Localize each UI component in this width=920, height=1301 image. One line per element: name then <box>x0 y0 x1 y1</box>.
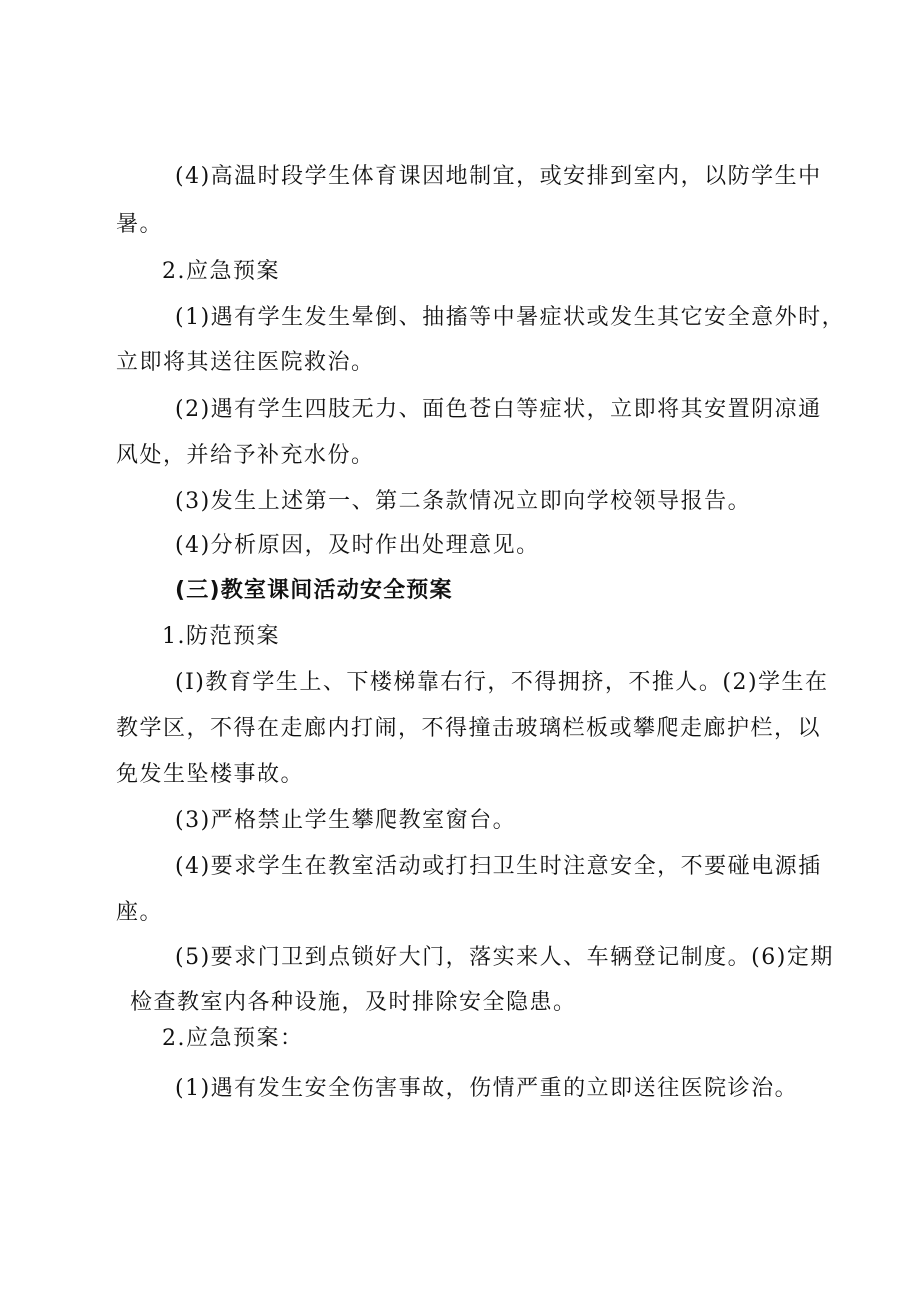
section-heading: 2.应急预案 <box>162 259 280 284</box>
paragraph-line: (5)要求门卫到点锁好大门，落实来人、车辆登记制度。(6)定期 <box>175 945 834 970</box>
section-heading-bold: (三)教室课间活动安全预案 <box>175 578 453 603</box>
paragraph-line: 免发生坠楼事故。 <box>116 762 305 787</box>
paragraph-line: 教学区，不得在走廊内打闹，不得撞击玻璃栏板或攀爬走廊护栏，以 <box>116 716 822 741</box>
section-heading: 1.防范预案 <box>162 624 280 649</box>
paragraph-line: 风处，并给予补充水份。 <box>116 443 375 468</box>
paragraph-line: 检查教室内各种设施，及时排除安全隐患。 <box>130 990 577 1015</box>
paragraph-line: (4)分析原因，及时作出处理意见。 <box>175 533 540 558</box>
paragraph-line: (2)遇有学生四肢无力、面色苍白等症状，立即将其安置阴凉通 <box>175 397 822 422</box>
section-heading: 2.应急预案： <box>162 1026 304 1051</box>
paragraph-line: 立即将其送往医院救治。 <box>116 350 375 375</box>
paragraph-line: (4)高温时段学生体育课因地制宜，或安排到室内，以防学生中 <box>175 164 822 189</box>
paragraph-line: (4)要求学生在教室活动或打扫卫生时注意安全，不要碰电源插 <box>175 854 822 879</box>
paragraph-line: (3)严格禁止学生攀爬教室窗台。 <box>175 808 517 833</box>
paragraph-line: (1)遇有发生安全伤害事故，伤情严重的立即送往医院诊治。 <box>175 1076 799 1101</box>
paragraph-line: (1)遇有学生发生晕倒、抽搐等中暑症状或发生其它安全意外时， <box>175 305 846 330</box>
paragraph-line: 座。 <box>116 900 164 925</box>
paragraph-line: 暑。 <box>116 212 164 237</box>
paragraph-line: (3)发生上述第一、第二条款情况立即向学校领导报告。 <box>175 489 752 514</box>
paragraph-line: (I)教育学生上、下楼梯靠右行，不得拥挤，不推人。(2)学生在 <box>175 670 829 695</box>
